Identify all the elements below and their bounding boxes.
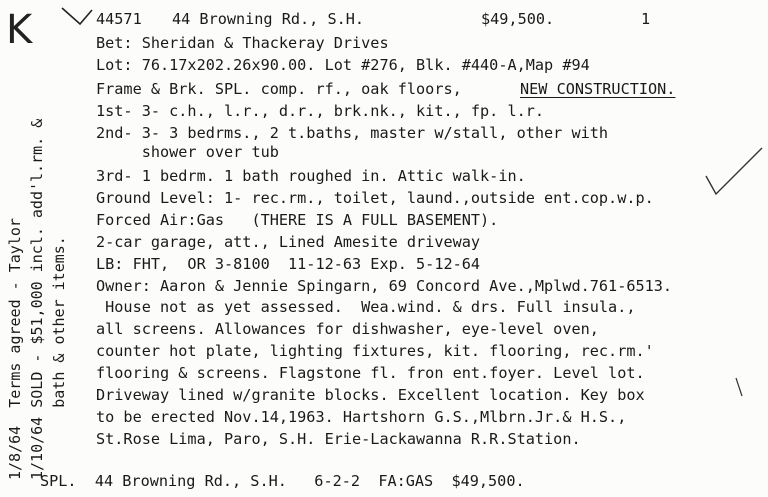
side-note-sold: 1/10/64 SOLD - $51,000 incl. add'l.rm. &	[28, 118, 46, 480]
body-line: Ground Level: 1- rec.rm., toilet, laund.,outside ent.cop.w.p.	[96, 189, 654, 207]
body-line: 2nd- 3- 3 bedrms., 2 t.baths, master w/stall, other with	[96, 124, 609, 142]
body-line: counter hot plate, lighting fixtures, kit. flooring, rec.rm.'	[96, 342, 654, 360]
body-line: flooring & screens. Flagstone fl. fron ent.foyer. Level lot.	[96, 364, 645, 382]
body-line: Driveway lined w/granite blocks. Excellent location. Key box	[96, 386, 645, 404]
new-construction-label: NEW CONSTRUCTION.	[520, 80, 676, 98]
body-line: 2-car garage, att., Lined Amesite driveway	[96, 233, 481, 251]
body-line: St.Rose Lima, Paro, S.H. Erie-Lackawanna R.R.Station.	[96, 430, 581, 448]
body-line: 1st- 3- c.h., l.r., d.r., brk.nk., kit., fp. l.r.	[96, 102, 545, 120]
body-line: LB: FHT, OR 3-8100 11-12-63 Exp. 5-12-64	[96, 255, 481, 273]
body-line: Forced Air:Gas (THERE IS A FULL BASEMENT).	[96, 211, 499, 229]
body-line: shower over tub	[96, 143, 279, 161]
body-line: 3rd- 1 bedrm. 1 bath roughed in. Attic walk-in.	[96, 167, 526, 185]
margin-tick-icon	[736, 378, 742, 396]
listing-number: 44571	[96, 10, 142, 28]
listing-address: 44 Browning Rd., S.H.	[172, 10, 365, 28]
body-line: House not as yet assessed. Wea.wind. & drs. Full insula.,	[96, 298, 636, 316]
body-line: to be erected Nov.14,1963. Hartshorn G.S.,Mlbrn.Jr.& H.S.,	[96, 408, 627, 426]
right-check-icon	[706, 148, 762, 194]
corner-letter: K	[6, 7, 33, 53]
side-note-items: bath & other items.	[50, 236, 68, 480]
top-check-icon	[62, 8, 92, 24]
page-number: 1	[641, 10, 651, 28]
side-note-terms: 1/8/64 Terms agreed - Taylor	[6, 218, 24, 480]
body-line: Owner: Aaron & Jennie Spingarn, 69 Concord Ave.,Mplwd.761-6513.	[96, 277, 673, 295]
listing-price: $49,500.	[481, 10, 555, 28]
body-line: Lot: 76.17x202.26x90.00. Lot #276, Blk. #440-A,Map #94	[96, 56, 590, 74]
body-line: all screens. Allowances for dishwasher, eye-level oven,	[96, 320, 599, 338]
body-line: Frame & Brk. SPL. comp. rf., oak floors,	[96, 80, 462, 98]
body-line: Bet: Sheridan & Thackeray Drives	[96, 34, 389, 52]
card-footer: SPL. 44 Browning Rd., S.H. 6-2-2 FA:GAS $49,500.	[40, 472, 525, 490]
